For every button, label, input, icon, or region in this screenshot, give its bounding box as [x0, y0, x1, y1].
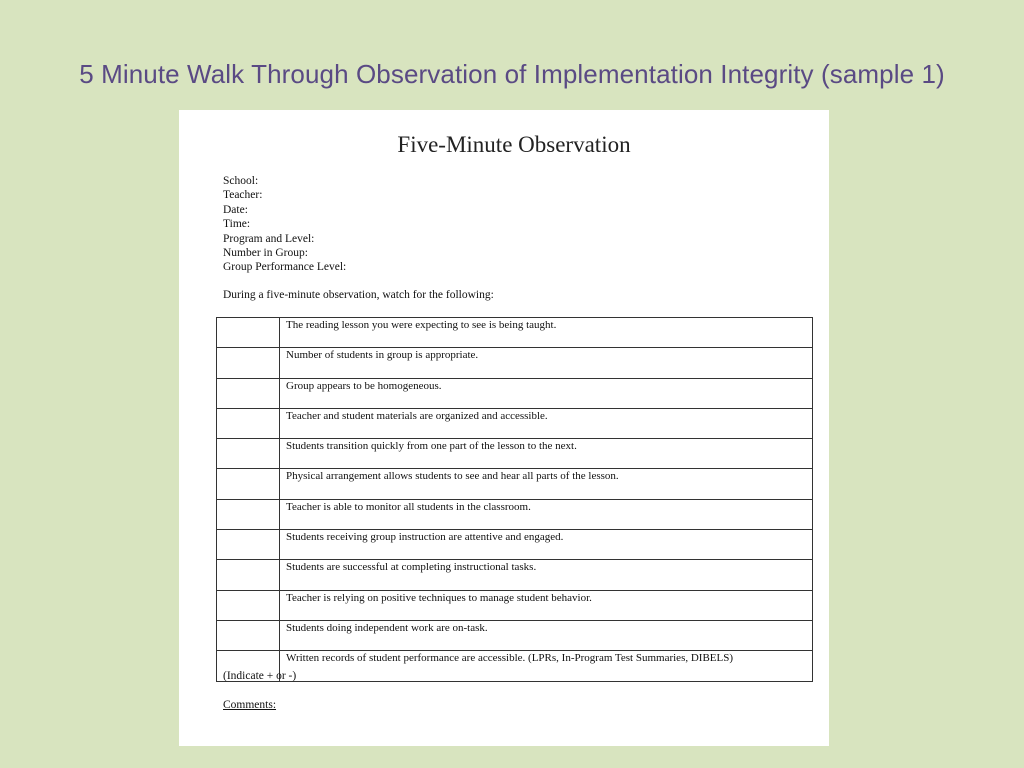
- checklist-row: [217, 499, 813, 529]
- slide-title: 5 Minute Walk Through Observation of Implementation Integrity (sample 1): [79, 59, 945, 89]
- mark-cell: [217, 439, 280, 469]
- mark-cell: [217, 499, 280, 529]
- checklist-item: Students receiving group instruction are attentive and engaged.: [280, 530, 813, 560]
- checklist-item: Number of students in group is appropriate.: [280, 348, 813, 378]
- field-teacher: Teacher:: [223, 189, 263, 202]
- checklist-item: Students transition quickly from one part of the lesson to the next.: [280, 439, 813, 469]
- checklist-row: [217, 651, 813, 681]
- field-number-in-group: Number in Group:: [223, 247, 308, 260]
- mark-cell: [217, 378, 280, 408]
- checklist-item: Teacher is able to monitor all students in the classroom.: [280, 499, 813, 529]
- mark-cell: [217, 348, 280, 378]
- checklist-item: The reading lesson you were expecting to see is being taught.: [280, 318, 813, 348]
- field-date: Date:: [223, 203, 248, 216]
- form-fields: [223, 174, 346, 275]
- checklist-row: [217, 318, 813, 348]
- observation-form-document: [179, 110, 829, 746]
- checklist-item: Written records of student performance are accessible. (LPRs, In-Program Test Summaries, DIBELS): [280, 651, 813, 681]
- checklist-item: Students doing independent work are on-task.: [280, 620, 813, 650]
- checklist-row: [217, 408, 813, 438]
- checklist-item: Teacher is relying on positive techniques to manage student behavior.: [280, 590, 813, 620]
- indicate-note: (Indicate + or -): [223, 670, 297, 682]
- mark-cell: [217, 469, 280, 499]
- comments-label: Comments:: [223, 699, 277, 711]
- checklist-item: Group appears to be homogeneous.: [280, 378, 813, 408]
- checklist-item: Teacher and student materials are organized and accessible.: [280, 408, 813, 438]
- mark-cell: [217, 530, 280, 560]
- checklist-row: [217, 560, 813, 590]
- field-program-and-level: Program and Level:: [223, 232, 315, 245]
- document-title: Five-Minute Observation: [397, 132, 631, 157]
- mark-cell: [217, 318, 280, 348]
- checklist-row: [217, 620, 813, 650]
- checklist-row: [217, 590, 813, 620]
- checklist-row: [217, 348, 813, 378]
- checklist-row: [217, 378, 813, 408]
- checklist-row: [217, 439, 813, 469]
- checklist-item: Physical arrangement allows students to see and hear all parts of the lesson.: [280, 469, 813, 499]
- mark-cell: [217, 408, 280, 438]
- checklist-item: Students are successful at completing instructional tasks.: [280, 560, 813, 590]
- mark-cell: [217, 560, 280, 590]
- observation-checklist-table: [216, 317, 813, 682]
- checklist-row: [217, 469, 813, 499]
- field-school: School:: [223, 175, 259, 187]
- field-group-performance-level: Group Performance Level:: [223, 261, 347, 274]
- mark-cell: [217, 590, 280, 620]
- mark-cell: [217, 620, 280, 650]
- instructions-text: During a five-minute observation, watch for the following:: [223, 289, 494, 301]
- checklist-row: [217, 530, 813, 560]
- field-time: Time:: [223, 218, 251, 231]
